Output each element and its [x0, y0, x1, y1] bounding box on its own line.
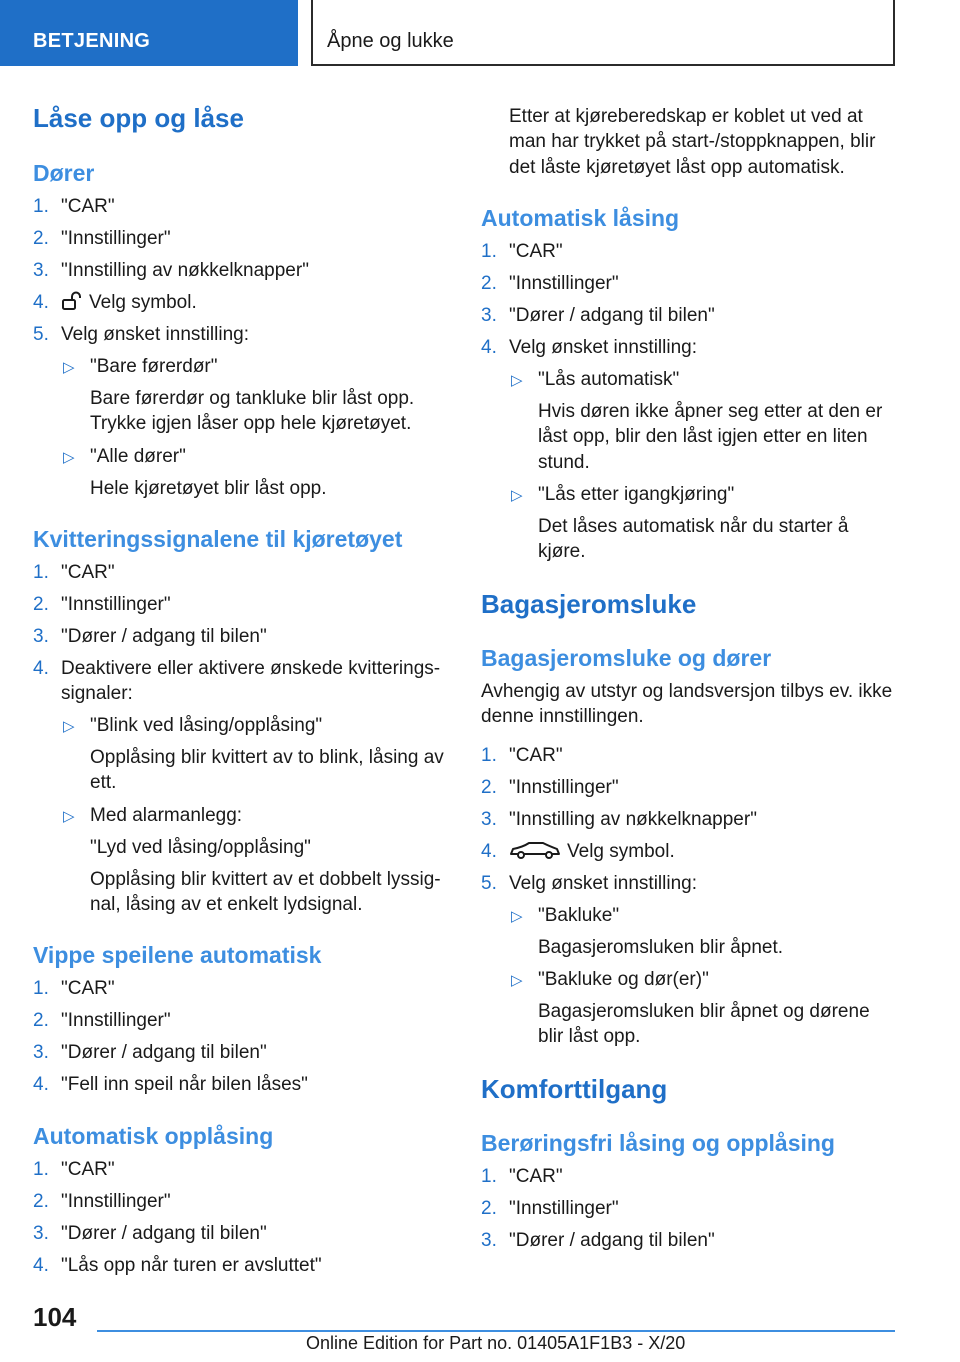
option-desc: Opplåsing blir kvittert av et dobbelt lyssig- — [90, 869, 441, 890]
option-desc: stund. — [538, 452, 590, 473]
triangle-bullet-icon: ▷ — [511, 908, 523, 925]
page-title: Låse opp og låse — [33, 103, 244, 133]
triangle-bullet-icon: ▷ — [511, 972, 523, 989]
section-heading-mirrors: Vippe speilene automatisk — [33, 942, 322, 968]
page-section-title-trunk: Bagasjeromsluke — [481, 589, 697, 619]
page-number: 104 — [33, 1302, 77, 1332]
intro-text: Etter at kjøreberedskap er koblet ut ved at — [509, 106, 863, 127]
triangle-bullet-icon: ▷ — [63, 718, 75, 735]
option-sub: "Lyd ved låsing/opplåsing" — [90, 837, 311, 858]
section-tab — [0, 0, 298, 66]
desc-text: Avhengig av utstyr og landsversjon tilbys ev. ikke — [481, 681, 893, 702]
section-heading-autolock: Automatisk låsing — [481, 205, 680, 231]
option-desc: Trykke igjen låser opp hele kjøretøyet. — [90, 413, 412, 434]
section-heading-signals: Kvitteringssignalene til kjøretøyet — [33, 526, 403, 552]
triangle-bullet-icon: ▷ — [511, 487, 523, 504]
option-desc: ett. — [90, 772, 117, 793]
intro-text: det låste kjøretøyet låst opp automatisk. — [509, 157, 845, 178]
section-heading-doors: Dører — [33, 160, 95, 186]
option-desc: Bagasjeromsluken blir åpnet. — [538, 937, 784, 958]
option-desc: kjøre. — [538, 541, 586, 562]
desc-text: denne innstillingen. — [481, 706, 644, 727]
option-desc: nal, låsing av et enkelt lydsignal. — [90, 894, 363, 915]
footer-divider — [97, 1330, 895, 1332]
unlock-padlock-icon — [61, 291, 83, 311]
section-heading-autounlock: Automatisk opplåsing — [33, 1123, 274, 1149]
car-outline-icon — [509, 840, 561, 860]
chapter-tab — [311, 0, 895, 66]
option-desc: Opplåsing blir kvittert av to blink, låsing av — [90, 747, 444, 768]
option-desc: Bagasjeromsluken blir åpnet og dørene — [538, 1001, 870, 1022]
section-heading-trunk: Bagasjeromsluke og dører — [481, 645, 772, 671]
option-desc: Det låses automatisk når du starter å — [538, 516, 849, 537]
option-desc: låst opp, blir den låst igjen etter en liten — [538, 426, 868, 447]
intro-text: man har trykket på start-/stoppknappen, blir — [509, 131, 876, 152]
section-label: BETJENING — [33, 30, 151, 52]
triangle-bullet-icon: ▷ — [63, 449, 75, 466]
triangle-bullet-icon: ▷ — [63, 808, 75, 825]
footer-edition: Online Edition for Part no. 01405A1F1B3 - X/20 — [306, 1333, 686, 1353]
chapter-label: Åpne og lukke — [327, 30, 454, 52]
triangle-bullet-icon: ▷ — [63, 359, 75, 376]
triangle-bullet-icon: ▷ — [511, 372, 523, 389]
option-desc: blir låst opp. — [538, 1026, 641, 1047]
option-desc: Hele kjøretøyet blir låst opp. — [90, 478, 327, 499]
page-section-title-comfort: Komforttilgang — [481, 1074, 668, 1104]
option-desc: Hvis døren ikke åpner seg etter at den er — [538, 401, 883, 422]
option-desc: Bare førerdør og tankluke blir låst opp. — [90, 388, 415, 409]
section-heading-comfort: Berøringsfri låsing og opplåsing — [481, 1130, 835, 1156]
